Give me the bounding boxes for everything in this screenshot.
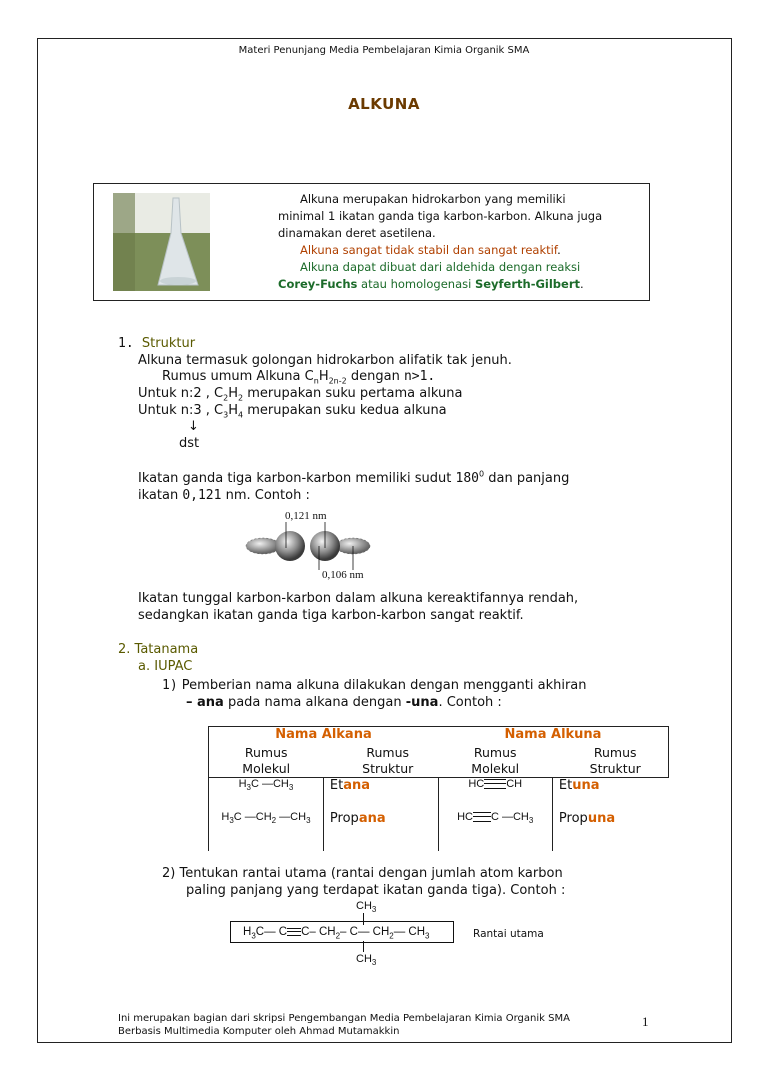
text-part: H: [228, 386, 238, 401]
text-part: nm. Contoh :: [221, 488, 310, 503]
intro-period: .: [580, 277, 584, 291]
intro-line: [278, 276, 643, 293]
name-suffix: una: [587, 811, 616, 826]
column-header-line: Molekul: [242, 760, 291, 776]
subscript: n: [313, 376, 319, 386]
section-title: Struktur: [141, 336, 196, 351]
column-header-line: Struktur: [362, 760, 414, 776]
bond-length-label-ch: 0,106 nm: [322, 569, 364, 581]
text-part: n>1.: [403, 369, 436, 384]
reaction-name: Seyferth-Gilbert: [474, 277, 581, 291]
main-chain-label: Rantai utama: [473, 928, 544, 940]
text-part: Untuk n:3 , C: [138, 403, 224, 418]
column-header-line: Rumus: [366, 744, 410, 760]
paragraph-line: Ikatan tunggal karbon-karbon dalam alkuna kereaktifannya rendah,: [138, 591, 579, 606]
table-cell: $H_3C$ $—CH_3$: [209, 777, 324, 811]
page-header: Materi Penunjang Media Pembelajaran Kimia Organik SMA: [238, 45, 530, 56]
table-cell: [552, 811, 668, 851]
name-base: Prop: [329, 811, 359, 826]
text-part: dengan: [346, 369, 404, 384]
section-1-heading: [118, 335, 195, 352]
superscript: 0: [479, 469, 485, 479]
intro-line: dinamakan deret asetilena.: [278, 226, 436, 240]
acetylene-flask-photo: [113, 193, 210, 291]
main-chain-formula: $H_3C—$ C C– $CH_2-$ C— $CH_2—$ $CH_3$: [243, 926, 430, 941]
methyl-group-bottom: $CH_3$: [356, 953, 377, 968]
text-part: ikatan: [138, 488, 183, 503]
name-base: Et: [329, 777, 344, 793]
subscript: 3: [223, 410, 229, 420]
paragraph-line: [138, 385, 462, 402]
subscript: 2: [238, 393, 244, 403]
table-cell: [552, 777, 668, 811]
name-base: Et: [558, 777, 573, 793]
name-base: Prop: [558, 811, 588, 826]
page-number: 1: [642, 1014, 649, 1029]
text-part: Pemberian nama alkuna dilakukan dengan mengganti akhiran: [177, 678, 587, 693]
name-suffix: ana: [358, 811, 386, 826]
table-cell: $H_3C$ $—CH_2$ $—CH_3$: [209, 811, 324, 851]
methyl-group-top: $CH_3$: [356, 900, 377, 915]
page-footer: [118, 1012, 628, 1038]
table-cell: HC C $—CH_3$: [438, 811, 552, 851]
text-part: merupakan suku pertama alkuna: [243, 386, 463, 401]
intro-line: minimal 1 ikatan ganda tiga karbon-karbon. Alkuna juga: [278, 209, 603, 223]
text-part: Ikatan ganda tiga karbon-karbon memiliki sudut: [138, 471, 456, 486]
footer-line: Ini merupakan bagian dari skripsi Pengembangan Media Pembelajaran Kimia Organik SMA: [118, 1013, 570, 1024]
text-part: H: [228, 403, 238, 418]
text-part: H: [318, 369, 329, 384]
angle-value: 180: [455, 471, 479, 486]
text-part: merupakan suku kedua alkuna: [243, 403, 447, 418]
column-header-line: Rumus: [593, 744, 637, 760]
subscript: 4: [238, 410, 244, 420]
subsection-heading: a. IUPAC: [138, 659, 193, 674]
down-arrow-icon: ↓: [188, 419, 199, 434]
rule-2-continued: paling panjang yang terdapat ikatan ganda tiga). Contoh :: [186, 883, 566, 898]
section-2-heading: 2. Tatanama: [118, 642, 199, 657]
bond-length-label-cc: 0,121 nm: [285, 510, 327, 522]
text-part: Untuk n:2 , C: [138, 386, 224, 401]
suffix-text: -una: [405, 695, 439, 710]
column-header-line: Molekul: [471, 760, 520, 776]
column-header-line: Rumus: [473, 744, 517, 760]
table-cell: [323, 811, 438, 851]
paragraph-line: sedangkan ikatan ganda tiga karbon-karbon sangat reaktif.: [138, 608, 524, 623]
intro-line: Alkuna merupakan hidrokarbon yang memiliki: [300, 192, 566, 206]
naming-table: [208, 726, 669, 851]
intro-highlight: [278, 242, 643, 259]
text-part: Rumus umum Alkuna C: [162, 369, 314, 384]
column-header: [438, 745, 552, 778]
column-header: [552, 745, 668, 778]
intro-text-part: atau homologenasi: [357, 277, 475, 291]
text-part: pada nama alkana dengan: [223, 695, 406, 710]
intro-period: .: [557, 243, 561, 257]
table-cell: [323, 777, 438, 811]
page-title: ALKUNA: [348, 95, 420, 113]
rule-2: 2) Tentukan rantai utama (rantai dengan jumlah atom karbon: [162, 866, 563, 881]
subscript: 2n-2: [328, 376, 347, 386]
table-cell: HC CH: [438, 777, 552, 811]
table-header-alkana: Nama Alkana: [275, 727, 372, 742]
rule-1: [162, 677, 587, 694]
rule-number: 1): [162, 678, 178, 693]
rule-1-continued: [186, 694, 502, 711]
intro-text: [278, 191, 643, 293]
column-header-line: Rumus: [244, 744, 288, 760]
footer-line: Berbasis Multimedia Komputer oleh Ahmad Mutamakkin: [118, 1026, 400, 1037]
section-number: 1.: [118, 336, 134, 351]
general-formula: [162, 368, 435, 385]
bond-length-value: 0,121: [182, 488, 222, 503]
name-suffix: ana: [343, 777, 371, 793]
text-part: . Contoh :: [438, 695, 502, 710]
text-part: dan panjang: [484, 471, 570, 486]
column-header: [209, 745, 324, 778]
column-header: [323, 745, 438, 778]
paragraph-line: [138, 470, 569, 487]
intro-line: Alkuna dapat dibuat dari aldehida dengan reaksi: [300, 260, 581, 274]
dst-text: dst: [179, 436, 200, 451]
subscript: 2: [223, 393, 229, 403]
paragraph-line: [138, 487, 310, 504]
paragraph-line: Alkuna termasuk golongan hidrokarbon alifatik tak jenuh.: [138, 353, 512, 368]
suffix-text: – ana: [186, 695, 224, 710]
column-header-line: Struktur: [589, 760, 641, 776]
paragraph-line: [138, 402, 447, 419]
reaction-name: Corey-Fuchs: [278, 277, 358, 291]
intro-red-text: Alkuna sangat tidak stabil dan sangat reaktif: [300, 243, 558, 257]
table-header-alkuna: Nama Alkuna: [504, 727, 602, 742]
bond-line: [363, 941, 364, 952]
name-suffix: una: [572, 777, 600, 793]
